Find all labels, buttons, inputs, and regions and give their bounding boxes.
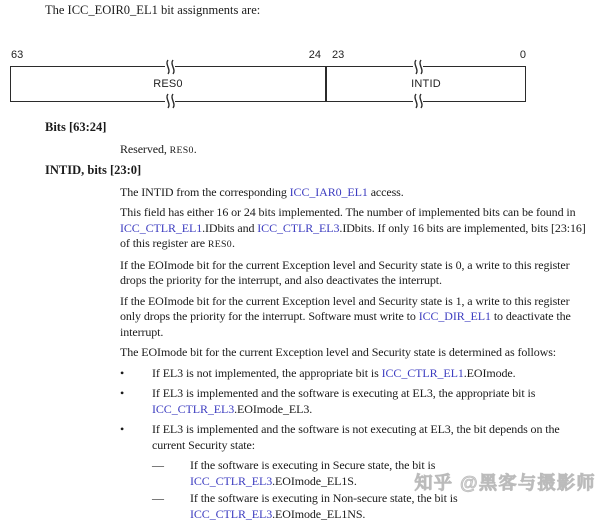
text-run: .EOImode_EL1NS. [272,506,366,521]
bullet-marker: • [120,422,125,436]
text-run: The INTID from the corresponding [120,184,290,199]
paragraph [120,258,591,289]
text-run: If EL3 is not implemented, the appropriate bit is [152,365,382,380]
text-run: .IDbits. If only 16 bits are implemented, bits [23:16] of this register are [120,220,586,250]
paragraph [120,205,591,253]
text-run: to deactivate the interrupt. [120,309,571,339]
field-intid-label: INTID [411,78,441,90]
bit-label-24: 24 [308,49,321,61]
text-run: .EOImode_EL3. [234,401,313,416]
register-link[interactable]: ICC_CTLR_EL3 [152,401,235,416]
bit-label-63: 63 [11,49,24,61]
text-run: This field has either 16 or 24 bits implemented. The number of implemented bits can be found in [120,205,576,219]
dash-marker: — [152,491,164,505]
register-link[interactable]: ICC_CTLR_EL3 [190,473,273,488]
smallcaps-text: RES0 [207,239,232,250]
text-run: If the software is executing in Non-secure state, the bit is [190,491,458,505]
list-item-text [152,386,591,417]
field-res0-label: RES0 [153,78,183,90]
list-item [120,386,591,417]
field-break-icon [409,94,427,108]
sub-list-item-text [190,491,591,522]
field-break-icon [161,60,179,74]
field-descriptions [45,120,591,524]
paragraph-reserved [120,142,591,159]
text-run: If the EOImode bit for the current Exception level and Security state is 1, a write to this register only drops the priority for the interrupt. Software must write to [120,293,570,323]
dash-marker: — [152,458,164,472]
smallcaps-text: RES0 [169,144,194,156]
register-box [10,66,526,102]
intro-text: The ICC_EOIR0_EL1 bit assignments are: [45,3,261,17]
field-heading-intid: INTID, bits [23:0] [45,163,142,177]
text-run: If EL3 is implemented and the software is not executing at EL3, the bit depends on the current Security state: [152,422,560,452]
list-item-text [152,422,591,453]
paragraph [120,185,591,201]
text-run: If EL3 is implemented and the software is executing at EL3, the appropriate bit is [152,386,536,400]
sub-list-item [152,491,591,522]
register-link[interactable]: ICC_CTLR_EL3 [257,220,340,235]
bit-label-0: 0 [519,49,526,61]
bullet-marker: • [120,386,125,400]
register-link[interactable]: ICC_CTLR_EL1 [381,365,464,380]
bullet-marker: • [120,365,125,380]
paragraph [120,345,591,361]
register-link[interactable]: ICC_IAR0_EL1 [289,184,368,199]
register-link[interactable]: ICC_CTLR_EL3 [190,506,273,521]
text-run: Reserved, [120,141,170,156]
text-run: .EOImode_EL1S. [272,473,357,488]
field-heading-bits-63-24: Bits [63:24] [45,120,107,134]
bit-label-23: 23 [332,49,345,61]
text-run: The EOImode bit for the current Exception level and Security state is determined as follows: [120,345,556,359]
watermark: 知乎 @黑客与摄影师 [414,473,596,493]
list-item [120,422,591,453]
bitfield-diagram [10,49,527,113]
text-run: . [193,141,197,156]
field-break-icon [409,60,427,74]
text-run: . [231,236,235,250]
register-link[interactable]: ICC_CTLR_EL1 [120,220,203,235]
text-run: .IDbits and [202,220,258,235]
text-run: If the software is executing in Secure state, the bit is [190,458,436,472]
list-item-text [152,366,591,382]
text-run: .EOImode. [463,365,516,380]
list-item [120,366,591,382]
paragraph [120,294,591,341]
field-break-icon [161,94,179,108]
text-run: If the EOImode bit for the current Exception level and Security state is 0, a write to this register drops the priority for the interrupt, and also deactivates the interrupt. [120,257,570,287]
text-run: access. [367,184,404,199]
register-link[interactable]: ICC_DIR_EL1 [418,309,491,323]
